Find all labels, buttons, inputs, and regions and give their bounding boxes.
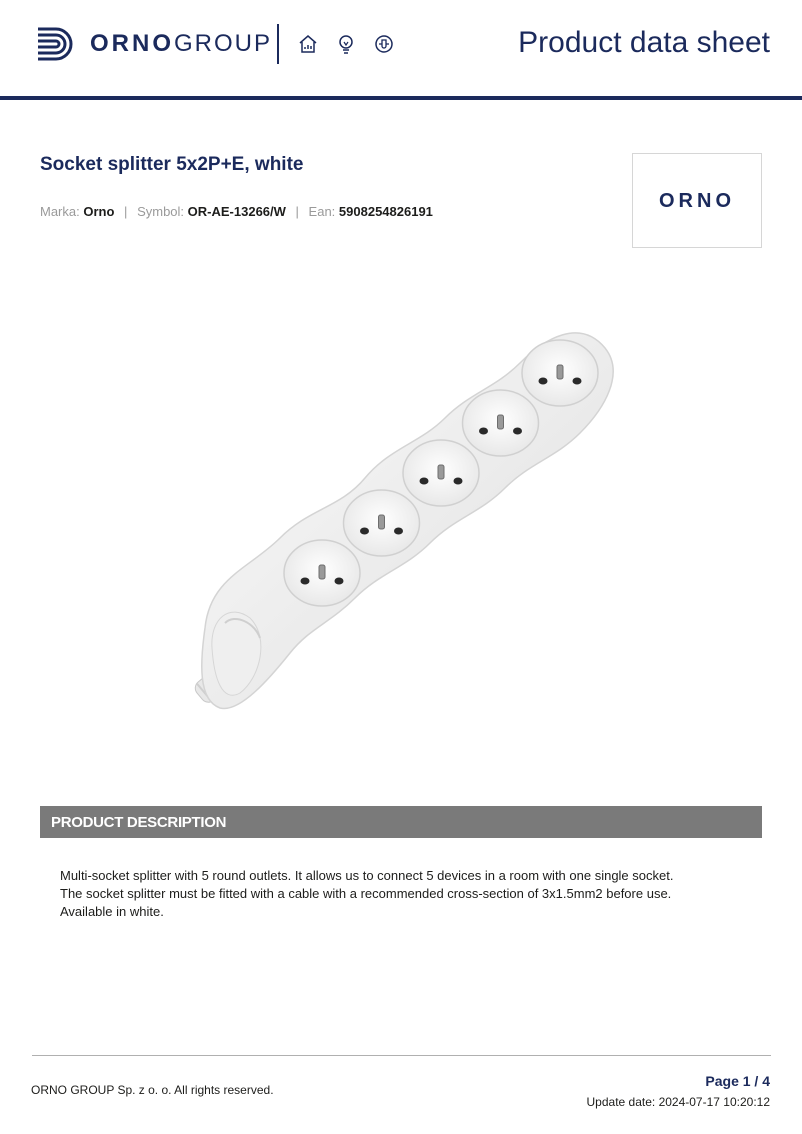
description-line: Available in white. [60,904,164,919]
logo-text-bold: ORNO [90,30,174,57]
brand-value: Orno [83,204,115,219]
outlet [344,490,420,556]
logo-text-light: GROUP [174,30,273,57]
symbol-value: OR-AE-13266/W [187,204,286,219]
product-title: Socket splitter 5x2P+E, white [40,154,304,175]
power-strip-image [150,268,650,778]
product-description [60,867,750,921]
plug-icon [373,33,395,55]
footer-copyright: ORNO GROUP Sp. z o. o. All rights reserved. [31,1083,274,1097]
description-line: Multi-socket splitter with 5 round outlets. It allows us to connect 5 devices in a room with one single socket. [60,868,674,883]
light-bulb-icon [335,33,357,55]
orno-logo-mark-icon [34,25,76,63]
meta-separator: | [295,204,299,219]
footer-rule [32,1055,771,1056]
section-heading: PRODUCT DESCRIPTION [51,814,227,831]
update-date: Update date: 2024-07-17 10:20:12 [586,1095,770,1109]
outlet [522,340,598,406]
product-meta [40,204,433,219]
section-header-product-description [40,806,762,838]
page-title: Product data sheet [518,26,770,59]
description-line: The socket splitter must be fitted with a cable with a recommended cross-section of 3x1.5mm2 before use. [60,886,672,901]
ean-label: Ean: [308,204,336,219]
brand-logo [632,153,762,248]
page-number: Page 1 / 4 [705,1073,770,1089]
page-header [0,0,802,100]
orno-group-logo [90,30,272,58]
outlet [284,540,360,606]
ean-value: 5908254826191 [338,204,433,219]
header-divider [277,24,279,64]
symbol-label: Symbol: [137,204,185,219]
header-rule [0,96,802,100]
outlet [403,440,479,506]
brand-logo-text: ORNO [659,190,735,212]
meta-separator: | [124,204,128,219]
outlet [463,390,539,456]
smart-home-icon [297,33,319,55]
brand-label: Marka: [40,204,80,219]
